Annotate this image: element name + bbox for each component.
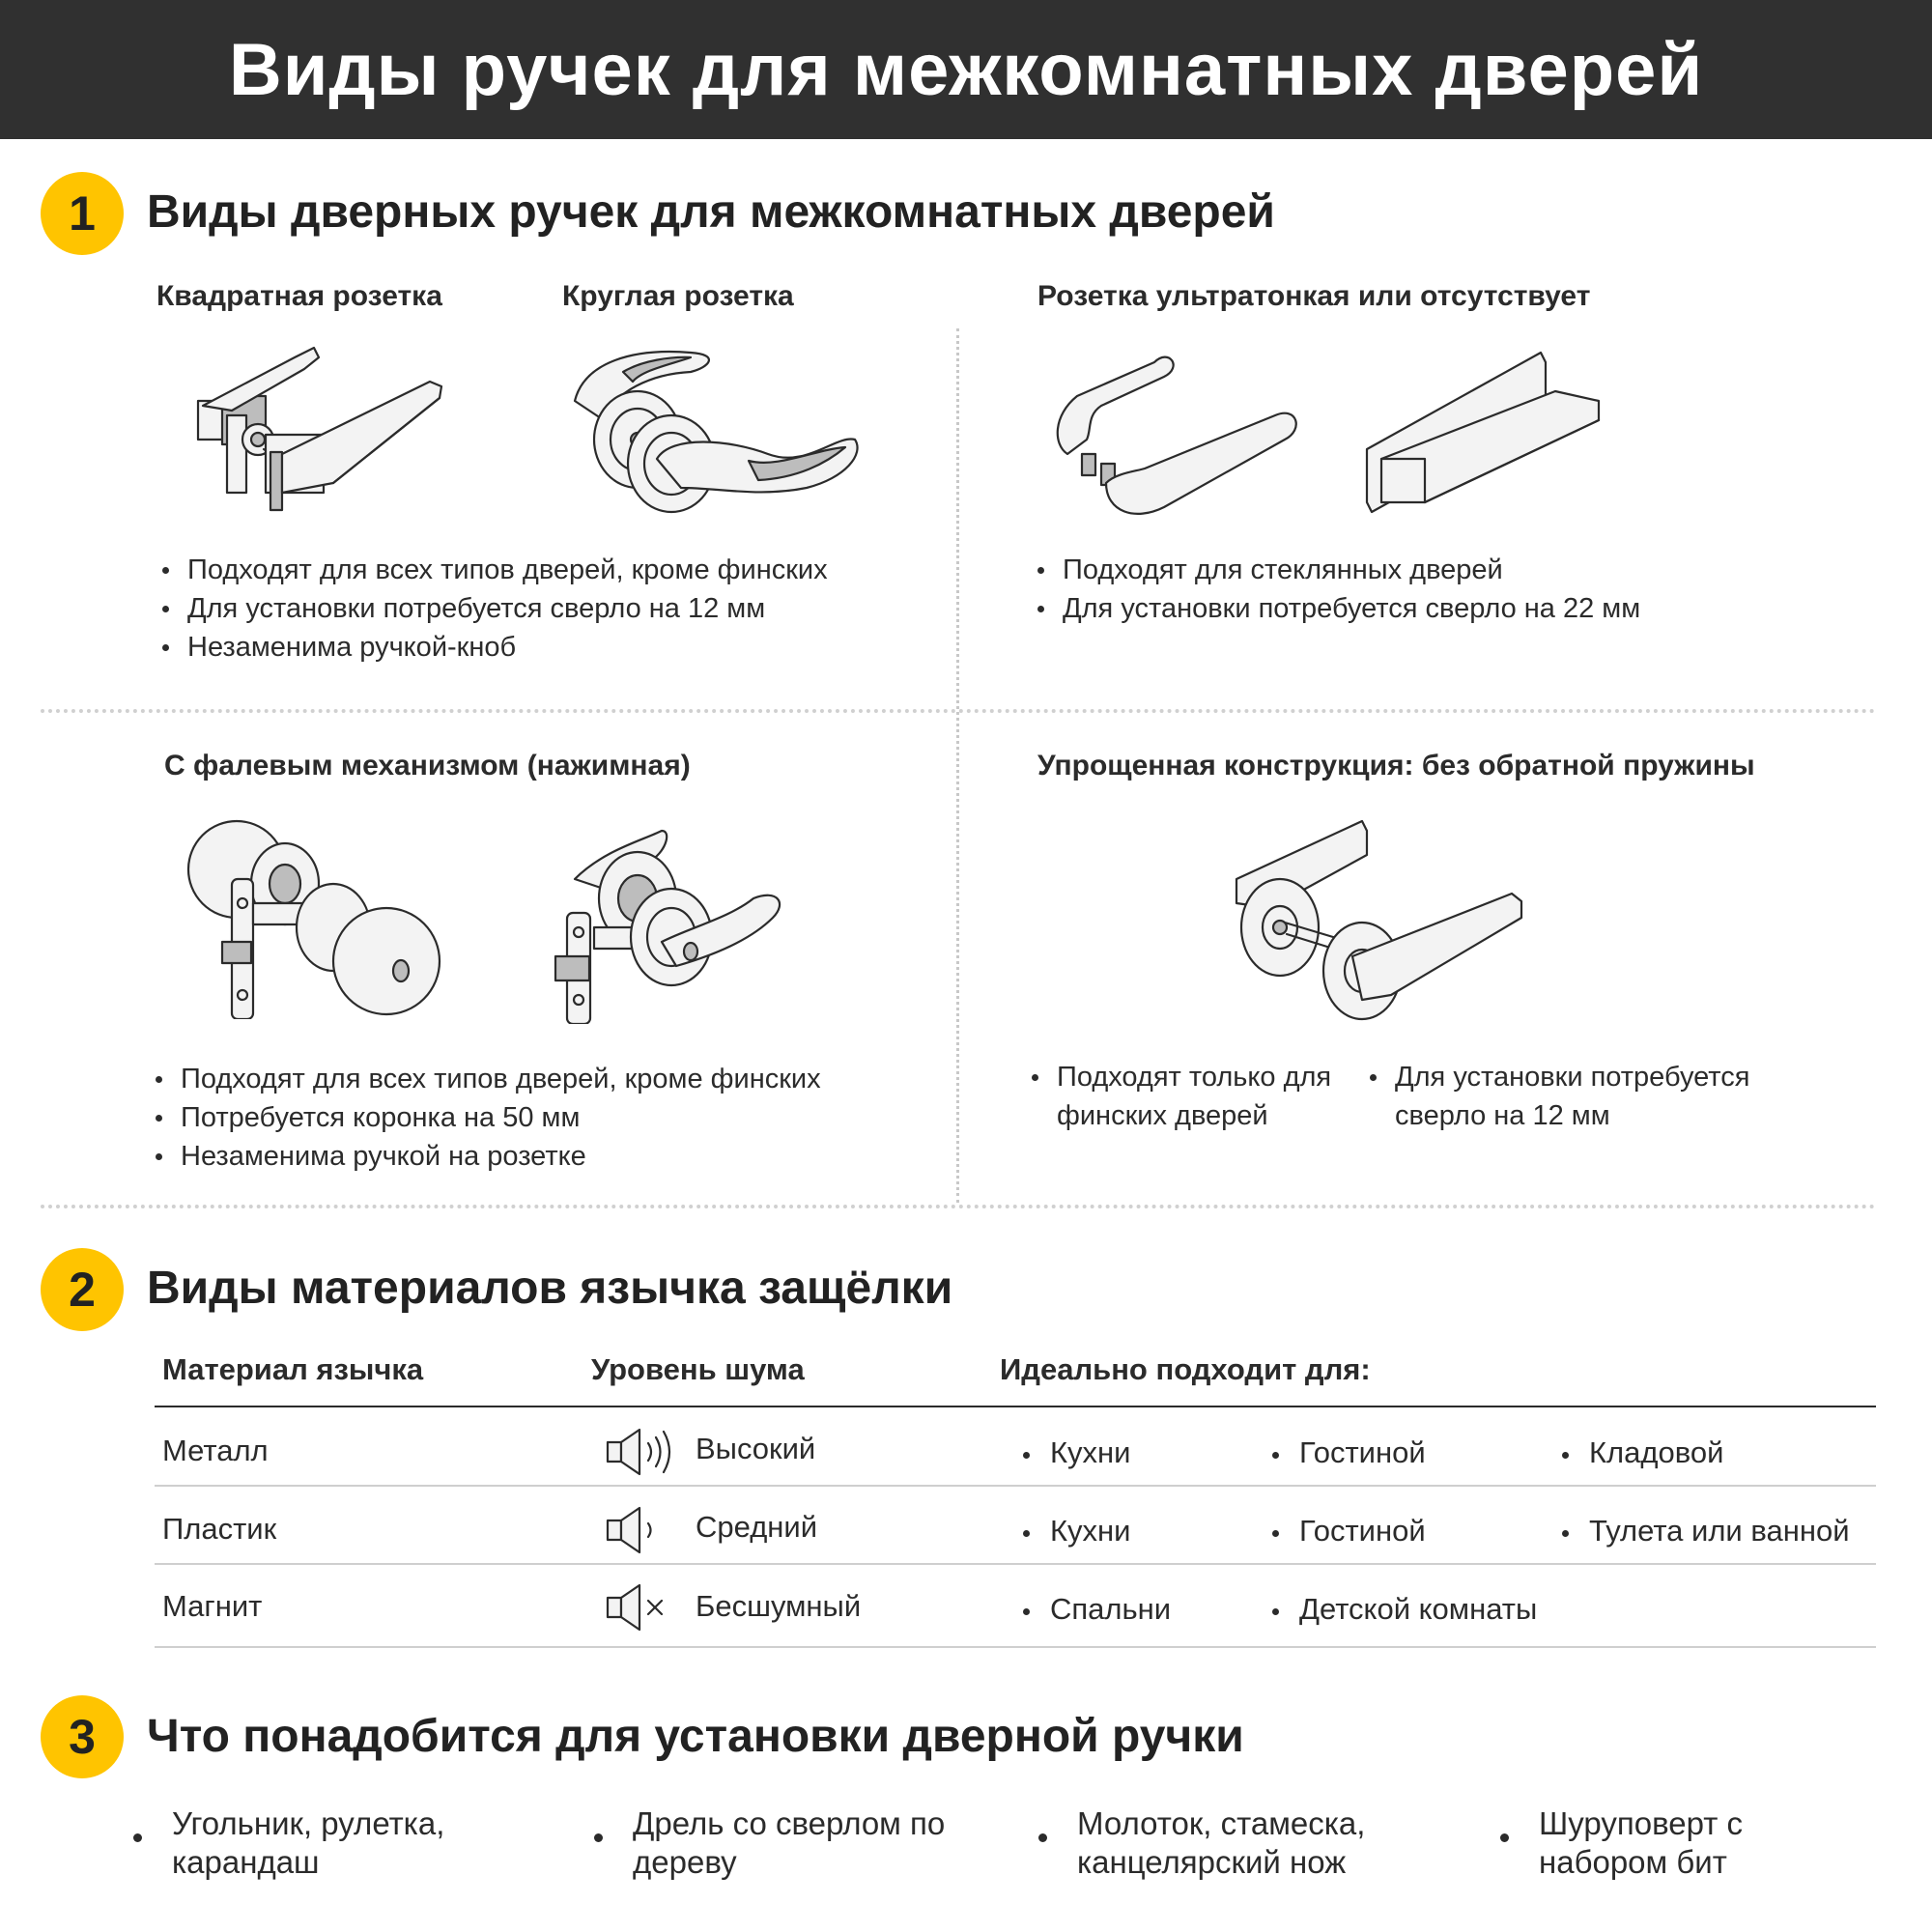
list-item: Незаменима ручкой-кноб	[156, 628, 828, 667]
section-3-title: Что понадобится для установки дверной ручки	[147, 1711, 1244, 1762]
glass-door-handle-icon	[1357, 343, 1608, 522]
section-1-title: Виды дверных ручек для межкомнатных дверей	[147, 186, 1275, 238]
list-item: Потребуется коронка на 50 мм	[150, 1098, 821, 1137]
section-3-badge: 3	[41, 1695, 124, 1778]
ideal-item: Кухни	[1019, 1435, 1131, 1470]
category-title-ultrathin: Розетка ультратонкая или отсутствует	[1037, 280, 1591, 312]
table-bottom-line	[155, 1646, 1876, 1648]
lever-latch-handle-icon	[546, 821, 797, 1024]
list-item: Подходят для всех типов дверей, кроме финских	[156, 551, 828, 589]
section-1-badge: 1	[41, 172, 124, 255]
header-bar	[0, 0, 1932, 139]
category-title-square-rosette: Квадратная розетка	[156, 280, 442, 312]
ideal-item: Гостиной	[1268, 1435, 1426, 1470]
column-header-noise: Уровень шума	[591, 1352, 805, 1386]
list-item: Для установки потребуется сверло на 12 мм	[1364, 1058, 1779, 1135]
grid-horizontal-divider-1	[41, 709, 1876, 713]
grid-vertical-divider	[956, 328, 959, 1203]
material-cell: Металл	[162, 1434, 269, 1467]
section-2-title: Виды материалов язычка защёлки	[147, 1263, 953, 1314]
column-header-ideal: Идеально подходит для:	[1000, 1352, 1371, 1386]
list-item: Подходят только для финских дверей	[1026, 1058, 1354, 1135]
bullets-rosette	[156, 551, 828, 667]
category-title-latch: С фалевым механизмом (нажимная)	[164, 750, 691, 781]
bullets-ultrathin	[1032, 551, 1640, 628]
speaker-mute-icon	[605, 1581, 677, 1634]
category-title-simple: Упрощенная конструкция: без обратной пружины	[1037, 750, 1755, 781]
section-2-badge: 2	[41, 1248, 124, 1331]
bullets-simple-1	[1026, 1058, 1354, 1135]
column-header-material: Материал язычка	[162, 1352, 424, 1386]
grid-horizontal-divider-2	[41, 1205, 1876, 1208]
bullets-latch	[150, 1060, 821, 1176]
ideal-item: Кухни	[1019, 1514, 1131, 1548]
table-header-line	[155, 1406, 1876, 1407]
list-item: Для установки потребуется сверло на 22 мм	[1032, 589, 1640, 628]
ideal-item: Кладовой	[1558, 1435, 1723, 1470]
list-item: Подходят для стеклянных дверей	[1032, 551, 1640, 589]
list-item: Подходят для всех типов дверей, кроме финских	[150, 1060, 821, 1098]
material-cell: Магнит	[162, 1589, 263, 1623]
tool-item-screwdriver: Шуруповерт с набором бит	[1500, 1804, 1867, 1882]
page-title: Виды ручек для межкомнатных дверей	[228, 28, 1704, 111]
square-rosette-handle-icon	[188, 338, 454, 522]
tool-item-drill: Дрель со сверлом по дереву	[594, 1804, 961, 1882]
ultrathin-rosette-handle-icon	[1048, 348, 1319, 522]
list-item: Для установки потребуется сверло на 12 мм	[156, 589, 828, 628]
ideal-item: Детской комнаты	[1268, 1592, 1537, 1627]
noise-level-cell: Высокий	[696, 1432, 816, 1465]
knob-handle-icon	[184, 816, 449, 1019]
ideal-item: Спальни	[1019, 1592, 1171, 1627]
noise-level-cell: Средний	[696, 1510, 818, 1544]
speaker-medium-icon	[605, 1504, 677, 1556]
bullets-simple-2	[1364, 1058, 1779, 1135]
ideal-item: Гостиной	[1268, 1514, 1426, 1548]
tool-item-hammer-chisel-knife: Молоток, стамеска, канцелярский нож	[1038, 1804, 1425, 1882]
category-title-round-rosette: Круглая розетка	[562, 280, 794, 312]
speaker-loud-icon	[605, 1426, 677, 1478]
ideal-item: Тулета или ванной	[1558, 1514, 1850, 1548]
list-item: Незаменима ручкой на розетке	[150, 1137, 821, 1176]
table-row-divider	[155, 1563, 1876, 1565]
noise-level-cell: Бесшумный	[696, 1589, 862, 1623]
round-rosette-handle-icon	[565, 343, 865, 522]
table-row-divider	[155, 1485, 1876, 1487]
material-cell: Пластик	[162, 1512, 277, 1546]
simple-lever-handle-icon	[1227, 816, 1531, 1024]
tool-item-square-tape-pencil: Угольник, рулетка, карандаш	[133, 1804, 500, 1882]
